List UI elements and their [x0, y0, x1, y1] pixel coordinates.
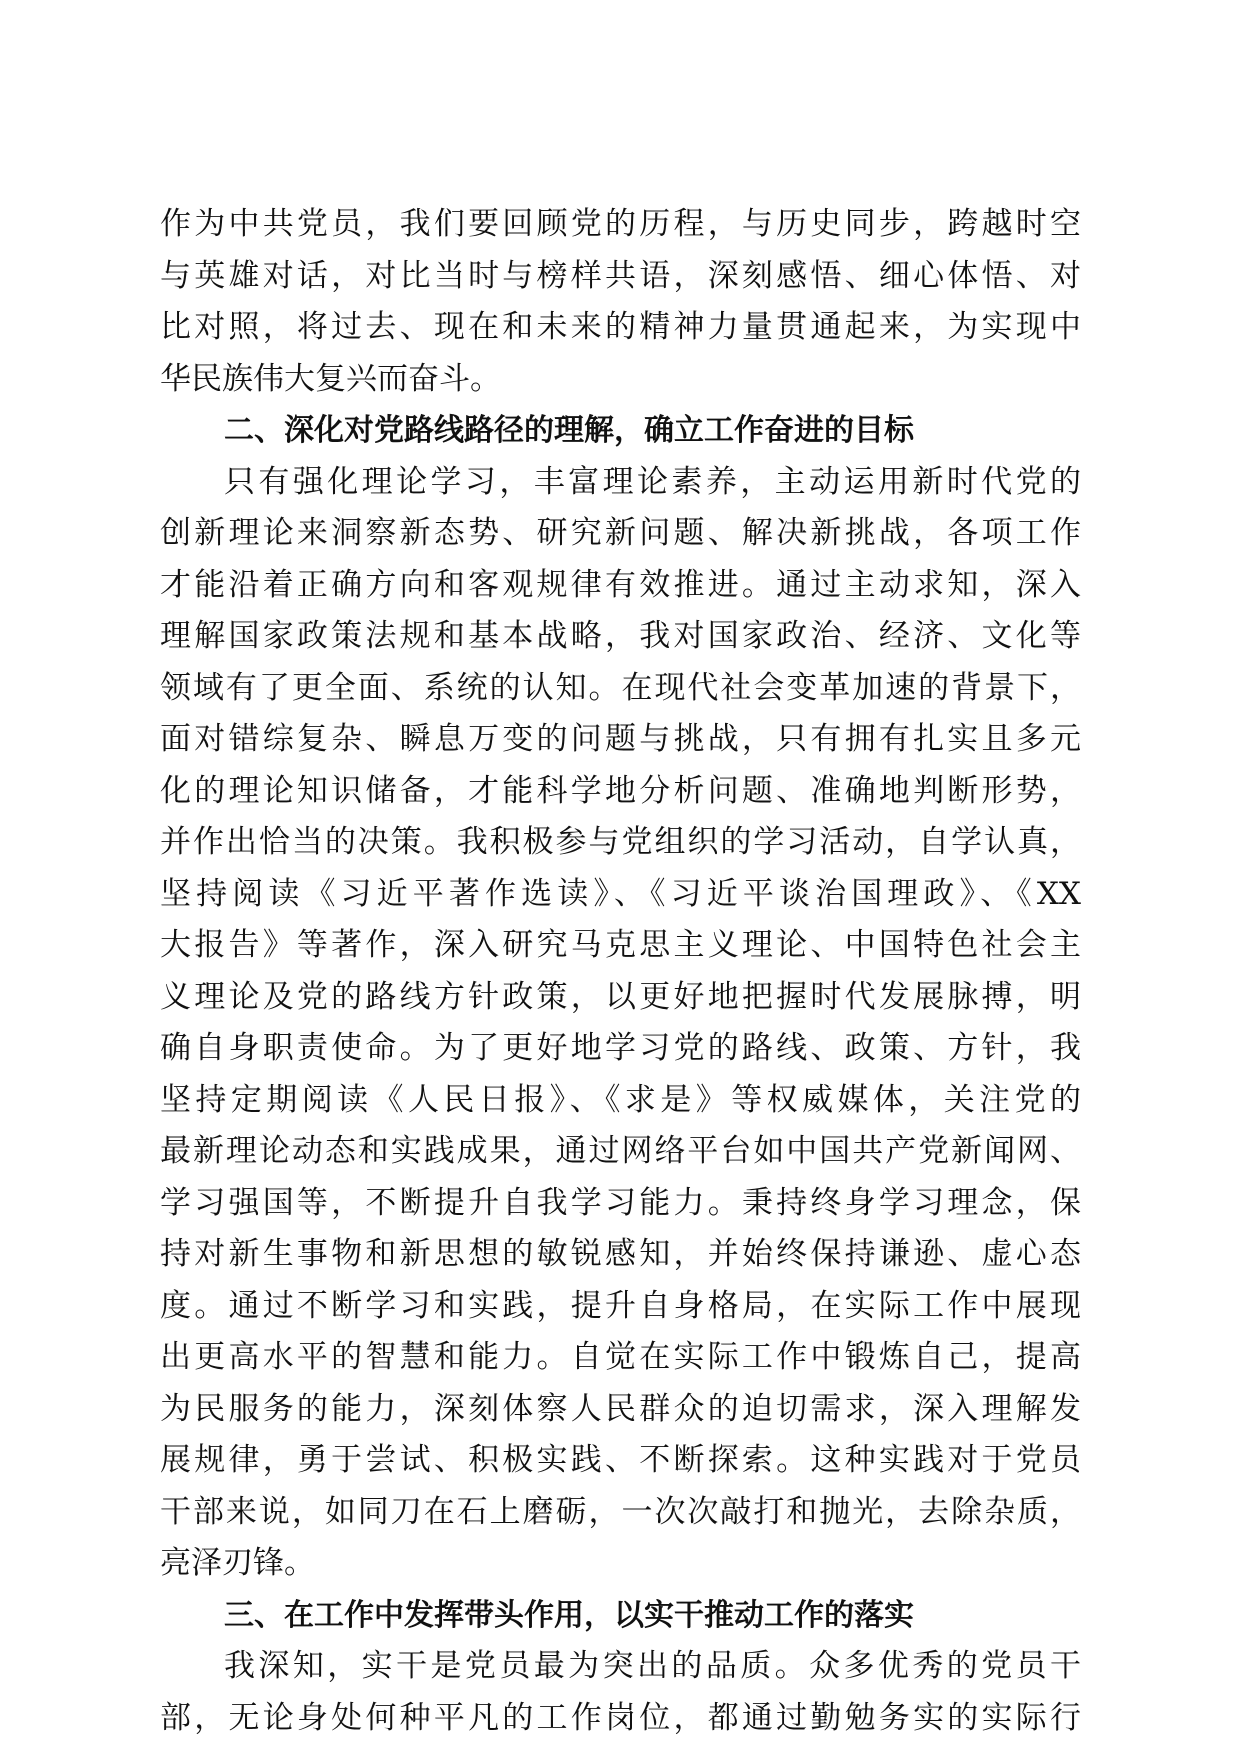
- paragraph-3: [160, 1641, 1081, 1744]
- text-line: 义理论及党的路线方针政策，以更好地把握时代发展脉搏，明: [160, 978, 1081, 1015]
- text-line: 学习强国等，不断提升自我学习能力。秉持终身学习理念，保: [160, 1184, 1081, 1221]
- text-line: 并作出恰当的决策。我积极参与党组织的学习活动，自学认真，: [160, 824, 1081, 860]
- text-line: 与英雄对话，对比当时与榜样共语，深刻感悟、细心体悟、对: [160, 257, 1081, 294]
- text-line: 坚持定期阅读《人民日报》、《求是》等权威媒体，关注党的: [160, 1081, 1081, 1118]
- text-line: 理解国家政策法规和基本战略，我对国家政治、经济、文化等: [160, 618, 1081, 654]
- paragraph-2: [160, 457, 1081, 1590]
- text-line: 干部来说，如同刀在石上磨砺，一次次敲打和抛光，去除杂质，: [160, 1493, 1081, 1530]
- text-line: 作为中共党员，我们要回顾党的历程，与历史同步，跨越时空: [160, 206, 1081, 242]
- text-line: 持对新生事物和新思想的敏锐感知，并始终保持谦逊、虚心态: [160, 1236, 1081, 1272]
- text-line: 为民服务的能力，深刻体察人民群众的迫切需求，深入理解发: [160, 1390, 1081, 1427]
- text-line: 化的理论知识储备，才能科学地分析问题、准确地判断形势，: [160, 772, 1081, 809]
- text-line: 展规律，勇于尝试、积极实践、不断探索。这种实践对于党员: [160, 1442, 1081, 1478]
- text-line: 出更高水平的智慧和能力。自觉在实际工作中锻炼自己，提高: [160, 1339, 1081, 1375]
- document-body: [160, 199, 1081, 1744]
- text-line: 确自身职责使命。为了更好地学习党的路线、政策、方针，我: [160, 1030, 1081, 1066]
- text-line: 领域有了更全面、系统的认知。在现代社会变革加速的背景下，: [160, 669, 1081, 706]
- text-line: 面对错综复杂、瞬息万变的问题与挑战，只有拥有扎实且多元: [160, 721, 1081, 757]
- paragraph-1: [160, 199, 1081, 405]
- text-line: 大报告》等著作，深入研究马克思主义理论、中国特色社会主: [160, 927, 1081, 963]
- text-line: 亮泽刃锋。: [160, 1545, 315, 1581]
- text-line: 比对照，将过去、现在和未来的精神力量贯通起来，为实现中: [160, 309, 1081, 345]
- text-line: 部，无论身处何种平凡的工作岗位，都通过勤勉务实的实际行: [160, 1699, 1081, 1736]
- text-line: 坚持阅读《习近平著作选读》、《习近平谈治国理政》、《XX: [160, 875, 1081, 912]
- text-line: 最新理论动态和实践成果，通过网络平台如中国共产党新闻网、: [160, 1133, 1081, 1169]
- text-line: 才能沿着正确方向和客观规律有效推进。通过主动求知，深入: [160, 566, 1081, 603]
- text-line: 度。通过不断学习和实践，提升自身格局，在实际工作中展现: [160, 1287, 1081, 1324]
- text-line: 华民族伟大复兴而奋斗。: [160, 360, 501, 397]
- text-line: 我深知，实干是党员最为突出的品质。众多优秀的党员干: [224, 1648, 1081, 1684]
- section-heading-3: 三、在工作中发挥带头作用，以实干推动工作的落实: [224, 1597, 914, 1633]
- text-line: 创新理论来洞察新态势、研究新问题、解决新挑战，各项工作: [160, 515, 1081, 551]
- text-line: 只有强化理论学习，丰富理论素养，主动运用新时代党的: [224, 463, 1081, 500]
- section-heading-2: 二、深化对党路线路径的理解，确立工作奋进的目标: [224, 413, 914, 448]
